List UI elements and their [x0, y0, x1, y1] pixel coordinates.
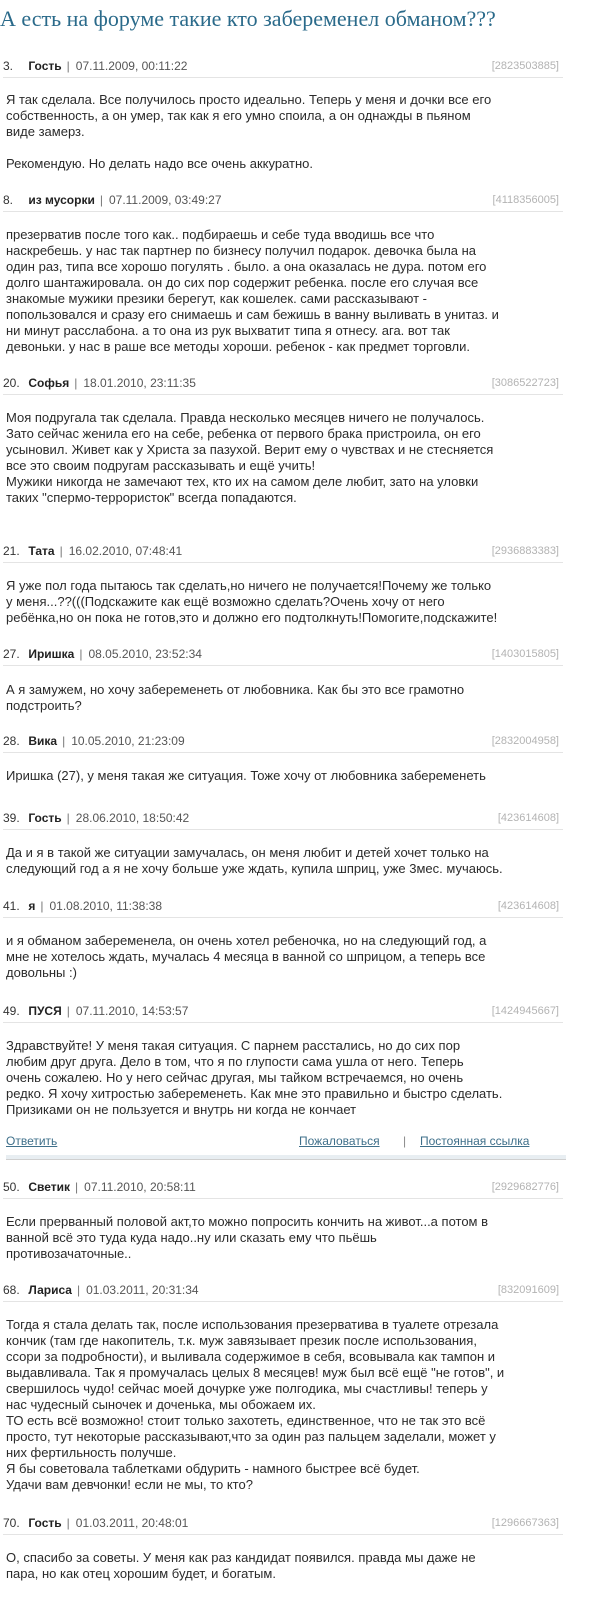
post-header	[3, 1279, 563, 1302]
post-author: Гость	[28, 811, 62, 825]
post-author: Гость	[28, 1516, 62, 1530]
post-id: [4118356005]	[492, 194, 559, 206]
post-number: 70.	[3, 1516, 20, 1530]
post-id: [1296667363]	[491, 1517, 559, 1529]
post-header	[3, 1512, 563, 1535]
post-author: Лариса	[28, 1283, 72, 1297]
post-id: [2929682776]	[491, 1181, 559, 1193]
post-number: 27.	[3, 647, 20, 661]
post-id: [2936883383]	[491, 545, 559, 557]
post-date: 01.03.2011, 20:48:01	[75, 1516, 189, 1530]
post-header	[3, 372, 563, 395]
post-actions	[6, 1131, 566, 1160]
header-separator: |	[75, 1180, 79, 1194]
post-text: А я замужем, но хочу забеременеть от любовника. Как бы это все грамотно подстроить?	[6, 682, 465, 713]
post-author: Светик	[28, 1180, 71, 1194]
post-author: ПУСЯ	[28, 1004, 62, 1018]
post-date: 10.05.2010, 21:23:09	[71, 734, 185, 748]
post-date: 16.02.2010, 07:48:41	[68, 544, 183, 558]
header-separator: |	[66, 1004, 70, 1018]
complain-link[interactable]: Пожаловаться	[299, 1134, 380, 1148]
post-date: 08.05.2010, 23:52:34	[88, 647, 202, 661]
header-separator: |	[79, 647, 83, 661]
post-author: Иришка	[28, 647, 75, 661]
post-id: [423614608]	[497, 900, 559, 912]
post-id: [2832004958]	[491, 735, 559, 747]
post-header	[3, 1000, 563, 1023]
post-date: 07.11.2010, 20:58:11	[84, 1180, 196, 1194]
post-id: [1424945667]	[491, 1005, 559, 1017]
post-date: 07.11.2009, 00:11:22	[75, 59, 188, 73]
post-author: Софья	[28, 376, 70, 390]
post-author: из мусорки	[28, 193, 95, 207]
post-text: О, спасибо за советы. У меня как раз кандидат появился. правда мы даже не пара, но как отец хорошим будет, и богатым.	[6, 1550, 476, 1581]
post-number: 49.	[3, 1004, 20, 1018]
post-number: 28.	[3, 734, 20, 748]
post-text: Я уже пол года пытаюсь так сделать,но ничего не получается!Почему же только у меня...??(((Подскажите как ещё возможно сделать?Очень хочу от него ребёнка,но он пока не готов,это и должно его подтолкнуть!Помогите,подскажите!	[6, 578, 498, 625]
header-separator: |	[99, 193, 103, 207]
post-number: 68.	[3, 1283, 20, 1297]
post-date: 28.06.2010, 18:50:42	[75, 811, 190, 825]
header-separator: |	[66, 811, 70, 825]
header-separator: |	[74, 376, 78, 390]
post-text: Если прерванный половой акт,то можно попросить кончить на живот...а потом в ванной всё это туда куда надо..ну или сказать ему что пьёшь противозачаточные..	[6, 1214, 489, 1261]
actions-divider: |	[403, 1134, 407, 1148]
header-separator: |	[59, 544, 63, 558]
post-header	[3, 189, 563, 212]
post-header	[3, 895, 563, 918]
post-number: 20.	[3, 376, 20, 390]
post-text: Моя подругала так сделала. Правда несколько месяцев ничего не получалось. Зато сейчас женила его на себе, ребенка от первого брака пристроила, он его усыновил. Живет как у Христа за пазухой. Верит ему о чувствах и не стесняется все это своим подругам рассказывать и ещё учить! Мужики никогда не замечают тех, кто их на самом деле любит, зато на уловки таких "спермо-террористок" всегда попадаются.	[6, 410, 494, 505]
post-id: [423614608]	[497, 812, 559, 824]
post-author: Вика	[28, 734, 58, 748]
post-id: [1403015805]	[491, 648, 559, 660]
actions-bar	[6, 1155, 566, 1159]
post-date: 18.01.2010, 23:11:35	[83, 376, 196, 390]
post-number: 39.	[3, 811, 20, 825]
post-number: 21.	[3, 544, 20, 558]
post-header	[3, 540, 563, 563]
post-text: презерватив после того как.. подбираешь и себе туда вводишь все что наскребешь. у нас так партнер по бизнесу получил подарок. девочка была на один раз, типа все хорошо погулять . было. а она оказалась не дура. потом его долго шантажировала. он до сих пор содержит ребенка. после его случая все знакомые мужики презики берегут, как кошелек. сами рассказывают - попользовался и сразу его снимаешь и сам бежишь в ванну выливать в унитаз. и ни минут расслабона. а то она из рук выхватит типа я отнесу. ага. вот так девоньки. у нас в раше все методы хороши. ребенок - как предмет торговли.	[6, 227, 499, 354]
post-header	[3, 1176, 563, 1199]
post-header	[3, 643, 563, 666]
post-date: 07.11.2009, 03:49:27	[108, 193, 222, 207]
post-id: [3086522723]	[491, 377, 559, 389]
post-header	[3, 730, 563, 753]
header-separator: |	[40, 899, 44, 913]
header-separator: |	[62, 734, 66, 748]
post-number: 8.	[3, 193, 14, 207]
post-id: [832091609]	[497, 1284, 559, 1296]
post-author: Гость	[28, 59, 62, 73]
post-text: Здравствуйте! У меня такая ситуация. С парнем расстались, но до сих пор любим друг друга. Дело в том, что я по глупости сама ушла от него. Теперь очень сожалею. Но у него сейчас другая, мы тайком встречаемся, но очень редко. Я хочу хитростью забеременеть. Как мне это правильно и быстро сделать. Призиками он не пользуется и внутрь ни когда не кончает	[6, 1038, 503, 1117]
post-text: Я так сделала. Все получилось просто идеально. Теперь у меня и дочки все его собственность, а он умер, так как я его умно споила, а он однажды в пьяном виде замерз. Рекомендую. Но делать надо все очень аккуратно.	[6, 92, 492, 171]
post-date: 07.11.2010, 14:53:57	[75, 1004, 189, 1018]
post-author: я	[28, 899, 36, 913]
post-number: 3.	[3, 59, 14, 73]
header-separator: |	[66, 1516, 70, 1530]
header-separator: |	[76, 1283, 81, 1297]
header-separator: |	[66, 59, 70, 73]
reply-link[interactable]: Ответить	[6, 1134, 58, 1148]
post-header	[3, 55, 563, 78]
post-header	[3, 807, 563, 830]
post-number: 50.	[3, 1180, 20, 1194]
permalink-link[interactable]: Постоянная ссылка	[420, 1134, 530, 1148]
post-text: Да и я в такой же ситуации замучалась, он меня любит и детей хочет только на следующий год а я не хочу больше уже ждать, купила шприц, уже 3мес. мучаюсь.	[6, 845, 503, 876]
post-text: Тогда я стала делать так, после использования презерватива в туалете отрезала кончик (там где накопитель, т.к. муж завязывает презик после использования, ссори за подробности), и выливала содержимое в себя, всовывала как тампон и выдавливала. Так я промучалась целых 8 месяцев! муж был всё ещё "не готов", и свершилось чудо! сейчас моей дочурке уже полгодика, мы счастливы! теперь у нас чудесный сыночек и доченька, мы обожаем их. ТО есть всё возможно! стоит только захотеть, единственное, что не так это всё просто, тут некоторые рассказывают,что за один раз пальцем заделали, может у них фертильность получше. Я бы советовала таблетками обдурить - намного быстрее всё будет. Удачи вам девчонки! если не мы, то кто?	[6, 1317, 505, 1492]
post-text: Иришка (27), у меня такая же ситуация. Тоже хочу от любовника забеременеть	[6, 768, 486, 783]
post-author: Тата	[28, 544, 55, 558]
post-id: [2823503885]	[491, 60, 559, 72]
post-number: 41.	[3, 899, 20, 913]
post-date: 01.08.2010, 11:38:38	[49, 899, 163, 913]
post-date: 01.03.2011, 20:31:34	[86, 1283, 199, 1297]
post-text: и я обманом забеременела, он очень хотел ребеночка, но на следующий год, а мне не хотелось ждать, мучалась 4 месяца в ванной со шприцом, а теперь все довольны :)	[6, 933, 487, 980]
page-title: А есть на форуме такие кто забеременел обманом???	[0, 6, 496, 31]
